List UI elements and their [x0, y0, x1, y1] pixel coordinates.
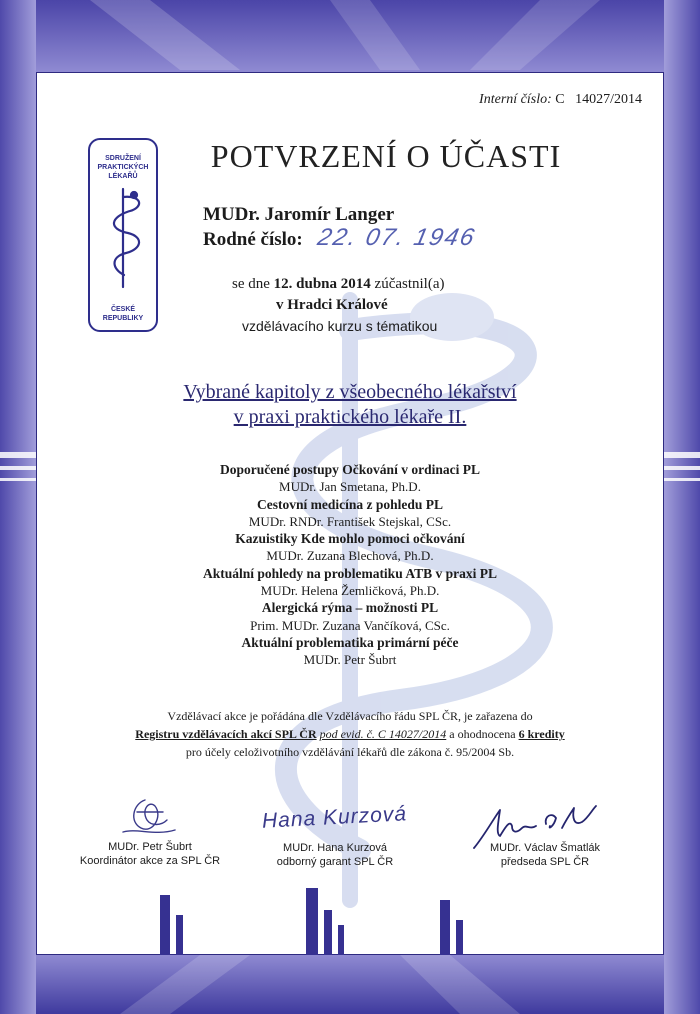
course-intro: vzdělávacího kurzu s tématikou: [242, 318, 438, 334]
program-topic: Cestovní medicína z pohledu PL: [256, 496, 443, 512]
program-topic: Kazuistiky Kde mohlo pomoci očkování: [235, 531, 465, 547]
signatory-name: MUDr. Hana Kurzová: [283, 842, 387, 854]
list-item: [100, 530, 600, 565]
signature-kurzova: Hana Kurzová: [261, 802, 408, 833]
list-item: [100, 565, 600, 600]
attendance-place: v Hradci Králové: [276, 297, 388, 313]
attendance-suffix: zúčastnil(a): [374, 276, 445, 292]
program-topic: Aktuální pohledy na problematiku ATB v praxi PL: [203, 565, 497, 581]
caduceus-logo-icon: [92, 183, 154, 293]
participant-name: MUDr. Jaromír Langer: [203, 204, 395, 225]
logo-bottom-line: ČESKÉ REPUBLIKY: [102, 306, 144, 322]
footer-note-middle: a ohodnocena: [449, 727, 516, 741]
footer-note: [60, 707, 640, 761]
program-list: [100, 461, 600, 669]
footer-note-line-3: pro účely celoživotního vzdělávání lékařů dle zákona č. 95/2004 Sb.: [185, 745, 515, 759]
internal-number-value: C 14027/2014: [555, 92, 642, 107]
course-title-line-1: Vybrané kapitoly z všeobecného lékařství: [183, 381, 517, 403]
signatory-name: MUDr. Petr Šubrt: [108, 841, 192, 853]
certificate-title: POTVRZENÍ O ÚČASTI: [210, 138, 562, 174]
credits-value: 6 kredity: [518, 727, 565, 741]
course-title: [60, 380, 640, 430]
signatory-role: předseda SPL ČR: [500, 856, 590, 868]
program-topic: Doporučené postupy Očkování v ordinaci PL: [220, 462, 480, 477]
list-item: [100, 634, 600, 669]
list-item: [100, 599, 600, 634]
program-lecturer: MUDr. RNDr. František Stejskal, CSc.: [248, 513, 452, 529]
program-lecturer: MUDr. Helena Žemličková, Ph.D.: [260, 583, 440, 599]
signatory-role: odborný garant SPL ČR: [276, 856, 394, 868]
signature-subrt-icon: [115, 792, 185, 844]
footer-note-line-1: Vzdělávací akce je pořádána dle Vzdělávacího řádu SPL ČR, je zařazena do: [167, 709, 533, 723]
internal-number: [479, 92, 642, 108]
birth-number-label: Rodné číslo:: [203, 229, 303, 250]
attendance-line: [232, 276, 445, 293]
birth-number-value: 22. 07. 1946: [315, 224, 479, 251]
registry-text: Registru vzdělávacích akcí SPL ČR: [135, 727, 317, 741]
signature-block-3: [470, 841, 620, 869]
program-lecturer: MUDr. Jan Smetana, Ph.D.: [279, 479, 421, 495]
attendance-prefix: se dne: [232, 276, 270, 292]
attendance-date: 12. dubna 2014: [273, 276, 371, 292]
signature-block-1: [75, 840, 225, 868]
logo-top-line-1: SDRUŽENÍ: [105, 155, 141, 162]
program-topic: Alergická rýma – možnosti PL: [261, 600, 439, 616]
internal-number-label: Interní číslo:: [479, 92, 552, 107]
signature-block-2: [255, 841, 415, 869]
spl-logo: [88, 138, 158, 332]
list-item: [100, 496, 600, 531]
list-item: [100, 461, 600, 496]
course-title-line-2: v praxi praktického lékaře II.: [233, 406, 467, 428]
program-lecturer: Prim. MUDr. Zuzana Vančíková, CSc.: [250, 617, 450, 633]
program-lecturer: MUDr. Petr Šubrt: [303, 652, 397, 668]
logo-top-line-2: PRAKTICKÝCH LÉKAŘŮ: [97, 164, 149, 180]
program-lecturer: MUDr. Zuzana Blechová, Ph.D.: [266, 548, 434, 564]
footer-note-line-2: [60, 725, 640, 743]
program-topic: Aktuální problematika primární péče: [241, 634, 459, 650]
evidence-number: pod evid. č. C 14027/2014: [319, 727, 447, 741]
signatory-role: Koordinátor akce za SPL ČR: [79, 855, 221, 867]
signatory-name: MUDr. Václav Šmatlák: [489, 842, 601, 854]
